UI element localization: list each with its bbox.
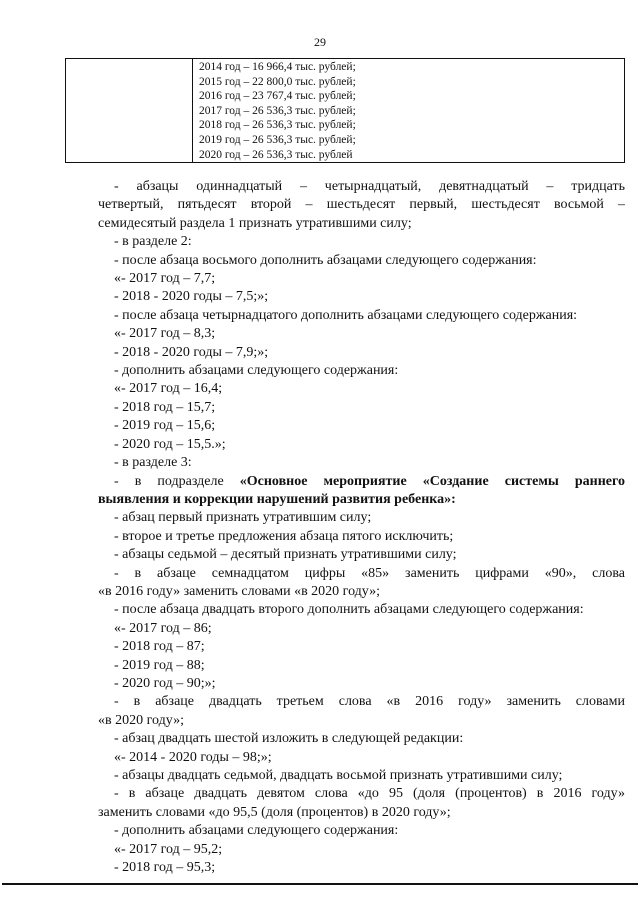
text-line: - в абзаце семнадцатом цифры «85» заменить цифрами «90», слова	[114, 565, 625, 581]
text-line: - после абзаца двадцать второго дополнить абзацами следующего содержания:	[114, 602, 584, 618]
text-span: - в подразделе	[114, 473, 224, 489]
table-funding-cell	[193, 59, 625, 163]
text-line: «- 2017 год – 8,3;	[114, 326, 216, 342]
text-line: «- 2017 год – 7,7;	[114, 271, 216, 287]
text-line: - после абзаца восьмого дополнить абзацами следующего содержания:	[114, 252, 537, 268]
text-line: «в 2016 году» заменить словами «в 2020 году»;	[98, 583, 381, 599]
budget-line-2016: 2016 год – 23 767,4 тыс. рублей;	[199, 90, 356, 103]
text-line: - в абзаце двадцать девятом слова «до 95 (доля (процентов) в 2016 году»	[114, 786, 625, 802]
text-line: - в разделе 2:	[114, 234, 192, 250]
text-line: четвертый, пятьдесят второй – шестьдесят первый, шестьдесят восьмой –	[98, 197, 625, 213]
text-line: заменить словами «до 95,5 (доля (процентов) в 2020 году»;	[98, 804, 451, 820]
text-line: - 2019 год – 15,6;	[114, 418, 216, 434]
table-empty-cell	[66, 59, 193, 163]
budget-line-2015: 2015 год – 22 800,0 тыс. рублей;	[199, 75, 356, 88]
text-line: - дополнить абзацами следующего содержания:	[114, 363, 399, 379]
text-line: - 2018 - 2020 годы – 7,9;»;	[114, 344, 269, 360]
text-line: - 2019 год – 88;	[114, 657, 205, 673]
text-line: - 2020 год – 15,5.»;	[114, 436, 226, 452]
budget-line-2020: 2020 год – 26 536,3 тыс. рублей	[199, 148, 353, 161]
text-line: «- 2017 год – 16,4;	[114, 381, 223, 397]
subsection-title: «Основное мероприятие «Создание системы раннего	[239, 473, 625, 489]
text-line: «- 2017 год – 86;	[114, 620, 212, 636]
footer-rule	[2, 883, 638, 885]
text-line: - абзацы одиннадцатый – четырнадцатый, девятнадцатый – тридцать	[114, 179, 625, 194]
text-line: «- 2017 год – 95,2;	[114, 841, 223, 857]
budget-line-2014: 2014 год – 16 966,4 тыс. рублей;	[199, 61, 356, 73]
subsection-heading-line	[98, 473, 625, 491]
text-line: - абзац первый признать утратившим силу;	[114, 510, 372, 526]
text-line: - в абзаце двадцать третьем слова «в 2016 году» заменить словами	[114, 694, 625, 710]
text-line: семидесятый раздела 1 признать утратившими силу;	[98, 215, 412, 231]
text-line: - после абзаца четырнадцатого дополнить абзацами следующего содержания:	[114, 307, 578, 323]
text-line: - 2018 год – 15,7;	[114, 399, 216, 415]
text-line: - в разделе 3:	[114, 455, 192, 471]
text-line: - 2020 год – 90;»;	[114, 675, 216, 691]
text-line: - второе и третье предложения абзаца пятого исключить;	[114, 528, 454, 544]
text-line: «- 2014 - 2020 годы – 98;»;	[114, 749, 272, 765]
budget-table	[65, 58, 625, 163]
text-line: - абзац двадцать шестой изложить в следующей редакции:	[114, 731, 464, 747]
text-line: - 2018 год – 95,3;	[114, 860, 216, 876]
budget-line-2018: 2018 год – 26 536,3 тыс. рублей;	[199, 119, 356, 132]
subsection-title-continued: выявления и коррекции нарушений развития ребенка»:	[98, 491, 456, 507]
text-line: «в 2020 году»;	[98, 712, 184, 728]
text-line: - 2018 год – 87;	[114, 639, 205, 655]
text-line: - абзацы двадцать седьмой, двадцать восьмой признать утратившими силу;	[114, 768, 563, 783]
document-body	[98, 178, 625, 877]
text-line: - дополнить абзацами следующего содержания:	[114, 823, 399, 839]
text-line: - 2018 - 2020 годы – 7,5;»;	[114, 289, 269, 305]
text-line: - абзацы седьмой – десятый признать утратившими силу;	[114, 547, 457, 563]
budget-line-2019: 2019 год – 26 536,3 тыс. рублей;	[199, 133, 356, 146]
page-number: 29	[314, 35, 326, 49]
budget-line-2017: 2017 год – 26 536,3 тыс. рублей;	[199, 104, 356, 117]
